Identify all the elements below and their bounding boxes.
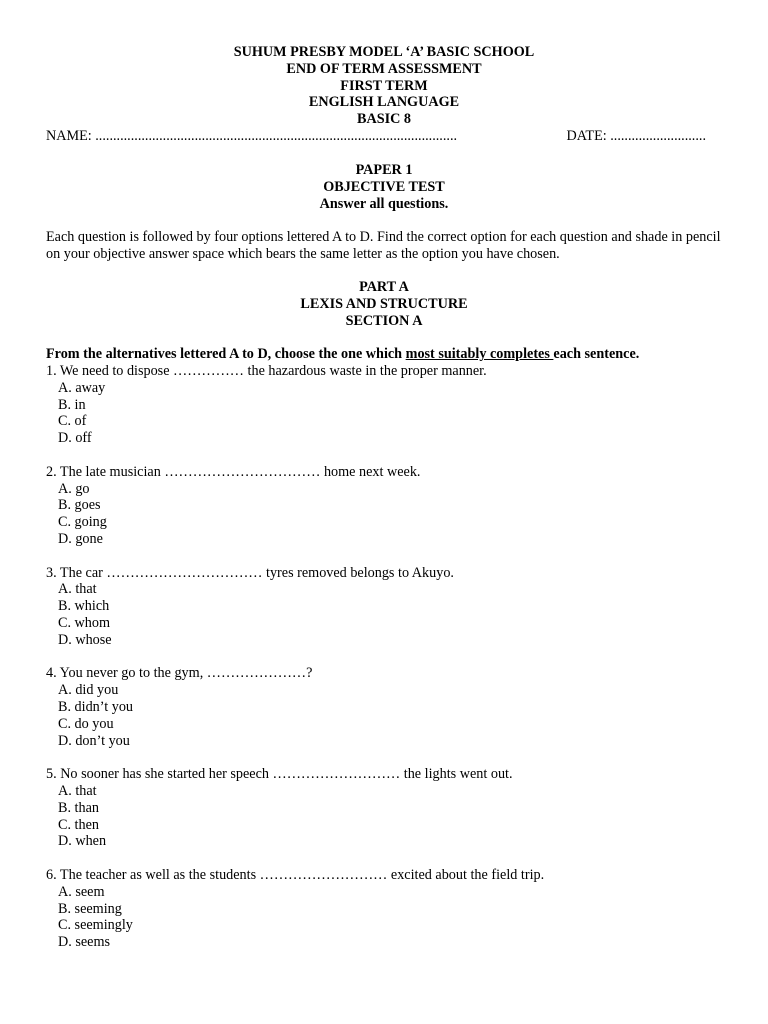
answer-option: A. away — [58, 379, 106, 396]
question-stem: 5. No sooner has she started her speech ……………………… the lights went out. — [46, 766, 513, 783]
question-item — [46, 766, 726, 850]
answer-option: B. seeming — [58, 900, 122, 917]
answer-option: D. off — [58, 430, 92, 447]
name-field-line: NAME: ...................................................................................................... — [46, 128, 458, 144]
answer-option: A. did you — [58, 682, 119, 699]
general-instructions: Each question is followed by four options lettered A to D. Find the correct option for each question and shade in pencil on your objective answer space which bears the same letter as the option you have chosen. — [46, 229, 721, 262]
assessment-title: END OF TERM ASSESSMENT — [286, 60, 482, 77]
answer-option: C. do you — [58, 715, 114, 732]
part-title: LEXIS AND STRUCTURE — [300, 295, 468, 312]
date-field-line: DATE: ........................... — [566, 128, 706, 144]
class-label: BASIC 8 — [356, 111, 411, 128]
answer-option: C. then — [58, 816, 99, 833]
answer-option: B. than — [58, 799, 99, 816]
document-header — [0, 44, 768, 128]
question-stem: 6. The teacher as well as the students ……………………… excited about the field trip. — [46, 866, 545, 883]
question-stem: 3. The car …………………………… tyres removed belongs to Akuyo. — [46, 564, 454, 581]
answer-option: D. gone — [58, 530, 103, 547]
question-stem: 1. We need to dispose …………… the hazardous waste in the proper manner. — [46, 363, 487, 379]
answer-option: B. in — [58, 396, 86, 413]
question-item — [46, 363, 726, 447]
directive-text-end: each sentence. — [553, 346, 640, 362]
answer-option: A. seem — [58, 883, 105, 900]
answer-option: B. didn’t you — [58, 698, 134, 715]
answer-option: C. whom — [58, 614, 111, 631]
question-item — [46, 665, 726, 749]
answer-option: D. seems — [58, 934, 111, 951]
answer-option: D. don’t you — [58, 732, 130, 749]
directive-text-start: From the alternatives lettered A to D, choose the one which — [46, 346, 406, 362]
candidate-details-row — [46, 128, 706, 145]
subject-label: ENGLISH LANGUAGE — [308, 94, 460, 111]
answer-option: C. going — [58, 514, 107, 531]
paper-type: OBJECTIVE TEST — [323, 178, 445, 195]
answer-option: B. goes — [58, 497, 101, 514]
section-directive — [46, 346, 746, 363]
answer-option: C. seemingly — [58, 917, 133, 934]
part-label: PART A — [359, 279, 409, 295]
answer-option: B. which — [58, 598, 110, 615]
answer-option: D. whose — [58, 631, 112, 648]
answer-option: A. that — [58, 782, 97, 799]
paper-instruction: Answer all questions. — [319, 195, 449, 212]
question-stem: 4. You never go to the gym, …………………? — [46, 665, 313, 682]
answer-option: A. go — [58, 480, 90, 497]
directive-underlined-text: most suitably completes — [405, 346, 554, 362]
question-item — [46, 464, 726, 548]
school-name: SUHUM PRESBY MODEL ‘A’ BASIC SCHOOL — [233, 44, 535, 60]
part-heading — [0, 279, 768, 329]
section-label: SECTION A — [345, 312, 423, 329]
answer-option: D. when — [58, 833, 107, 850]
answer-option: A. that — [58, 581, 97, 598]
term-label: FIRST TERM — [340, 77, 428, 94]
question-item — [46, 565, 726, 649]
paper-number: PAPER 1 — [355, 162, 413, 178]
question-item — [46, 867, 726, 951]
question-stem: 2. The late musician …………………………… home next week. — [46, 463, 421, 480]
answer-option: C. of — [58, 413, 87, 430]
question-list — [46, 363, 726, 968]
paper-heading — [0, 162, 768, 212]
